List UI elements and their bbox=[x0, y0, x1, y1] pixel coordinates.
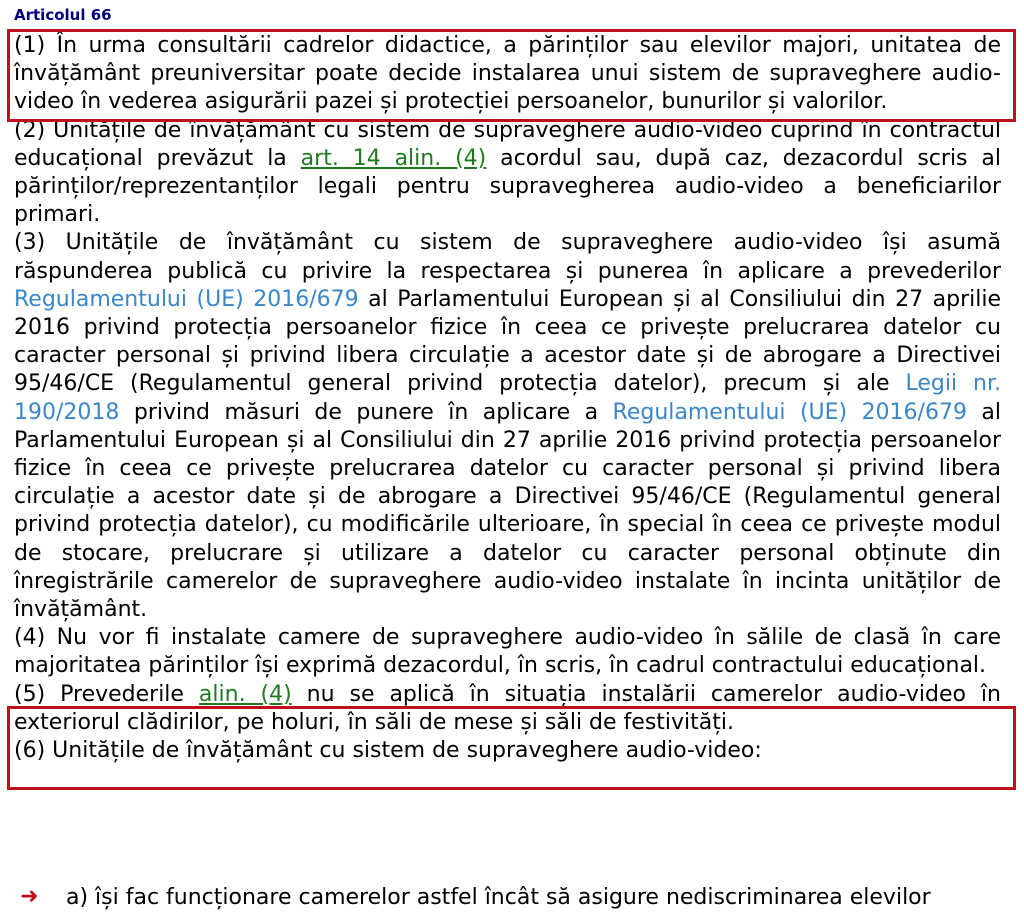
paragraph-3 bbox=[14, 229, 1001, 624]
partial-list-item-text: a) își fac funcționare camerelor astfel încât să asigure nediscriminarea elevilor bbox=[66, 885, 931, 910]
paragraph-3-text-2: al Parlamentului European și al Consiliului din 27 aprilie 2016 privind protecția persoanelor fizice în ceea ce privește prelucrarea datelor cu caracter personal și privind libera circulație a acestor date și de abrogare a Directivei 95/46/CE (Regulamentul general privind protecția datelor), precum și ale bbox=[14, 286, 1002, 397]
link-legea-190-2018[interactable]: Legii nr. 190/2018 bbox=[14, 371, 1001, 425]
bullet-arrow-icon: ➜ bbox=[20, 884, 39, 909]
paragraph-5 bbox=[14, 681, 1001, 737]
partial-list-item bbox=[0, 880, 1024, 910]
article-title: Articolul 66 bbox=[14, 6, 112, 24]
paragraph-2 bbox=[14, 117, 1001, 230]
paragraph-4 bbox=[14, 624, 1001, 680]
paragraph-2-text-after: acordul sau, după caz, dezacordul scris al părinților/reprezentanților legali pentru supravegherea audio-video a beneficiarilor primari. bbox=[14, 145, 1001, 228]
paragraph-2-text-before: (2) Unitățile de învățământ cu sistem de supraveghere audio-video cuprind în contractul educațional prevăzut la bbox=[14, 117, 1001, 171]
link-art-14-alin-4[interactable]: art. 14 alin. (4) bbox=[300, 145, 487, 171]
link-regulamentul-ue-2016-679[interactable]: Regulamentului (UE) 2016/679 bbox=[14, 286, 359, 312]
paragraph-6 bbox=[14, 737, 1001, 765]
article-body bbox=[14, 32, 1001, 765]
paragraph-4-text: (4) Nu vor fi instalate camere de supraveghere audio-video în sălile de clasă în care majoritatea părinților își exprimă dezacordul, în scris, în cadrul contractului educațional. bbox=[14, 625, 1001, 679]
paragraph-1 bbox=[14, 32, 1001, 117]
paragraph-6-text: (6) Unitățile de învățământ cu sistem de supraveghere audio-video: bbox=[14, 738, 762, 764]
link-alin-4[interactable]: alin. (4) bbox=[198, 681, 292, 707]
paragraph-1-text: (1) În urma consultării cadrelor didactice, a părinților sau elevilor majori, unitatea de învățământ preuniversitar poate decide instalarea unui sistem de supraveghere audio-video în vederea asigurării pazei și protecției persoanelor, bunurilor și valorilor. bbox=[14, 33, 1001, 115]
paragraph-3-text-1: (3) Unitățile de învățământ cu sistem de supraveghere audio-video își asumă răspunderea publică cu privire la respectarea și punerea în aplicare a prevederilor bbox=[14, 230, 1001, 284]
link-regulamentul-ue-2016-679-second[interactable]: Regulamentului (UE) 2016/679 bbox=[612, 399, 967, 425]
paragraph-5-text-after: nu se aplică în situația instalării camerelor audio-video în exteriorul clădirilor, pe holuri, în săli de mese și săli de festivități. bbox=[14, 681, 1001, 735]
paragraph-3-text-4: al Parlamentului European și al Consiliului din 27 aprilie 2016 privind protecția persoanelor fizice în ceea ce privește prelucrarea datelor cu caracter personal și privind libera circulație a acestor date și de abrogare a Directivei 95/46/CE (Regulamentul general privind protecția datelor), cu modificările ulterioare, în special în ceea ce privește modul de stocare, prelucrare și utilizare a datelor cu caracter personal obținute din înregistrările camerelor de supraveghere audio-video instalate în incinta unităților de învățământ. bbox=[14, 399, 1002, 623]
paragraph-3-text-3: privind măsuri de punere în aplicare a bbox=[119, 399, 613, 425]
paragraph-5-text-before: (5) Prevederile bbox=[14, 681, 199, 707]
